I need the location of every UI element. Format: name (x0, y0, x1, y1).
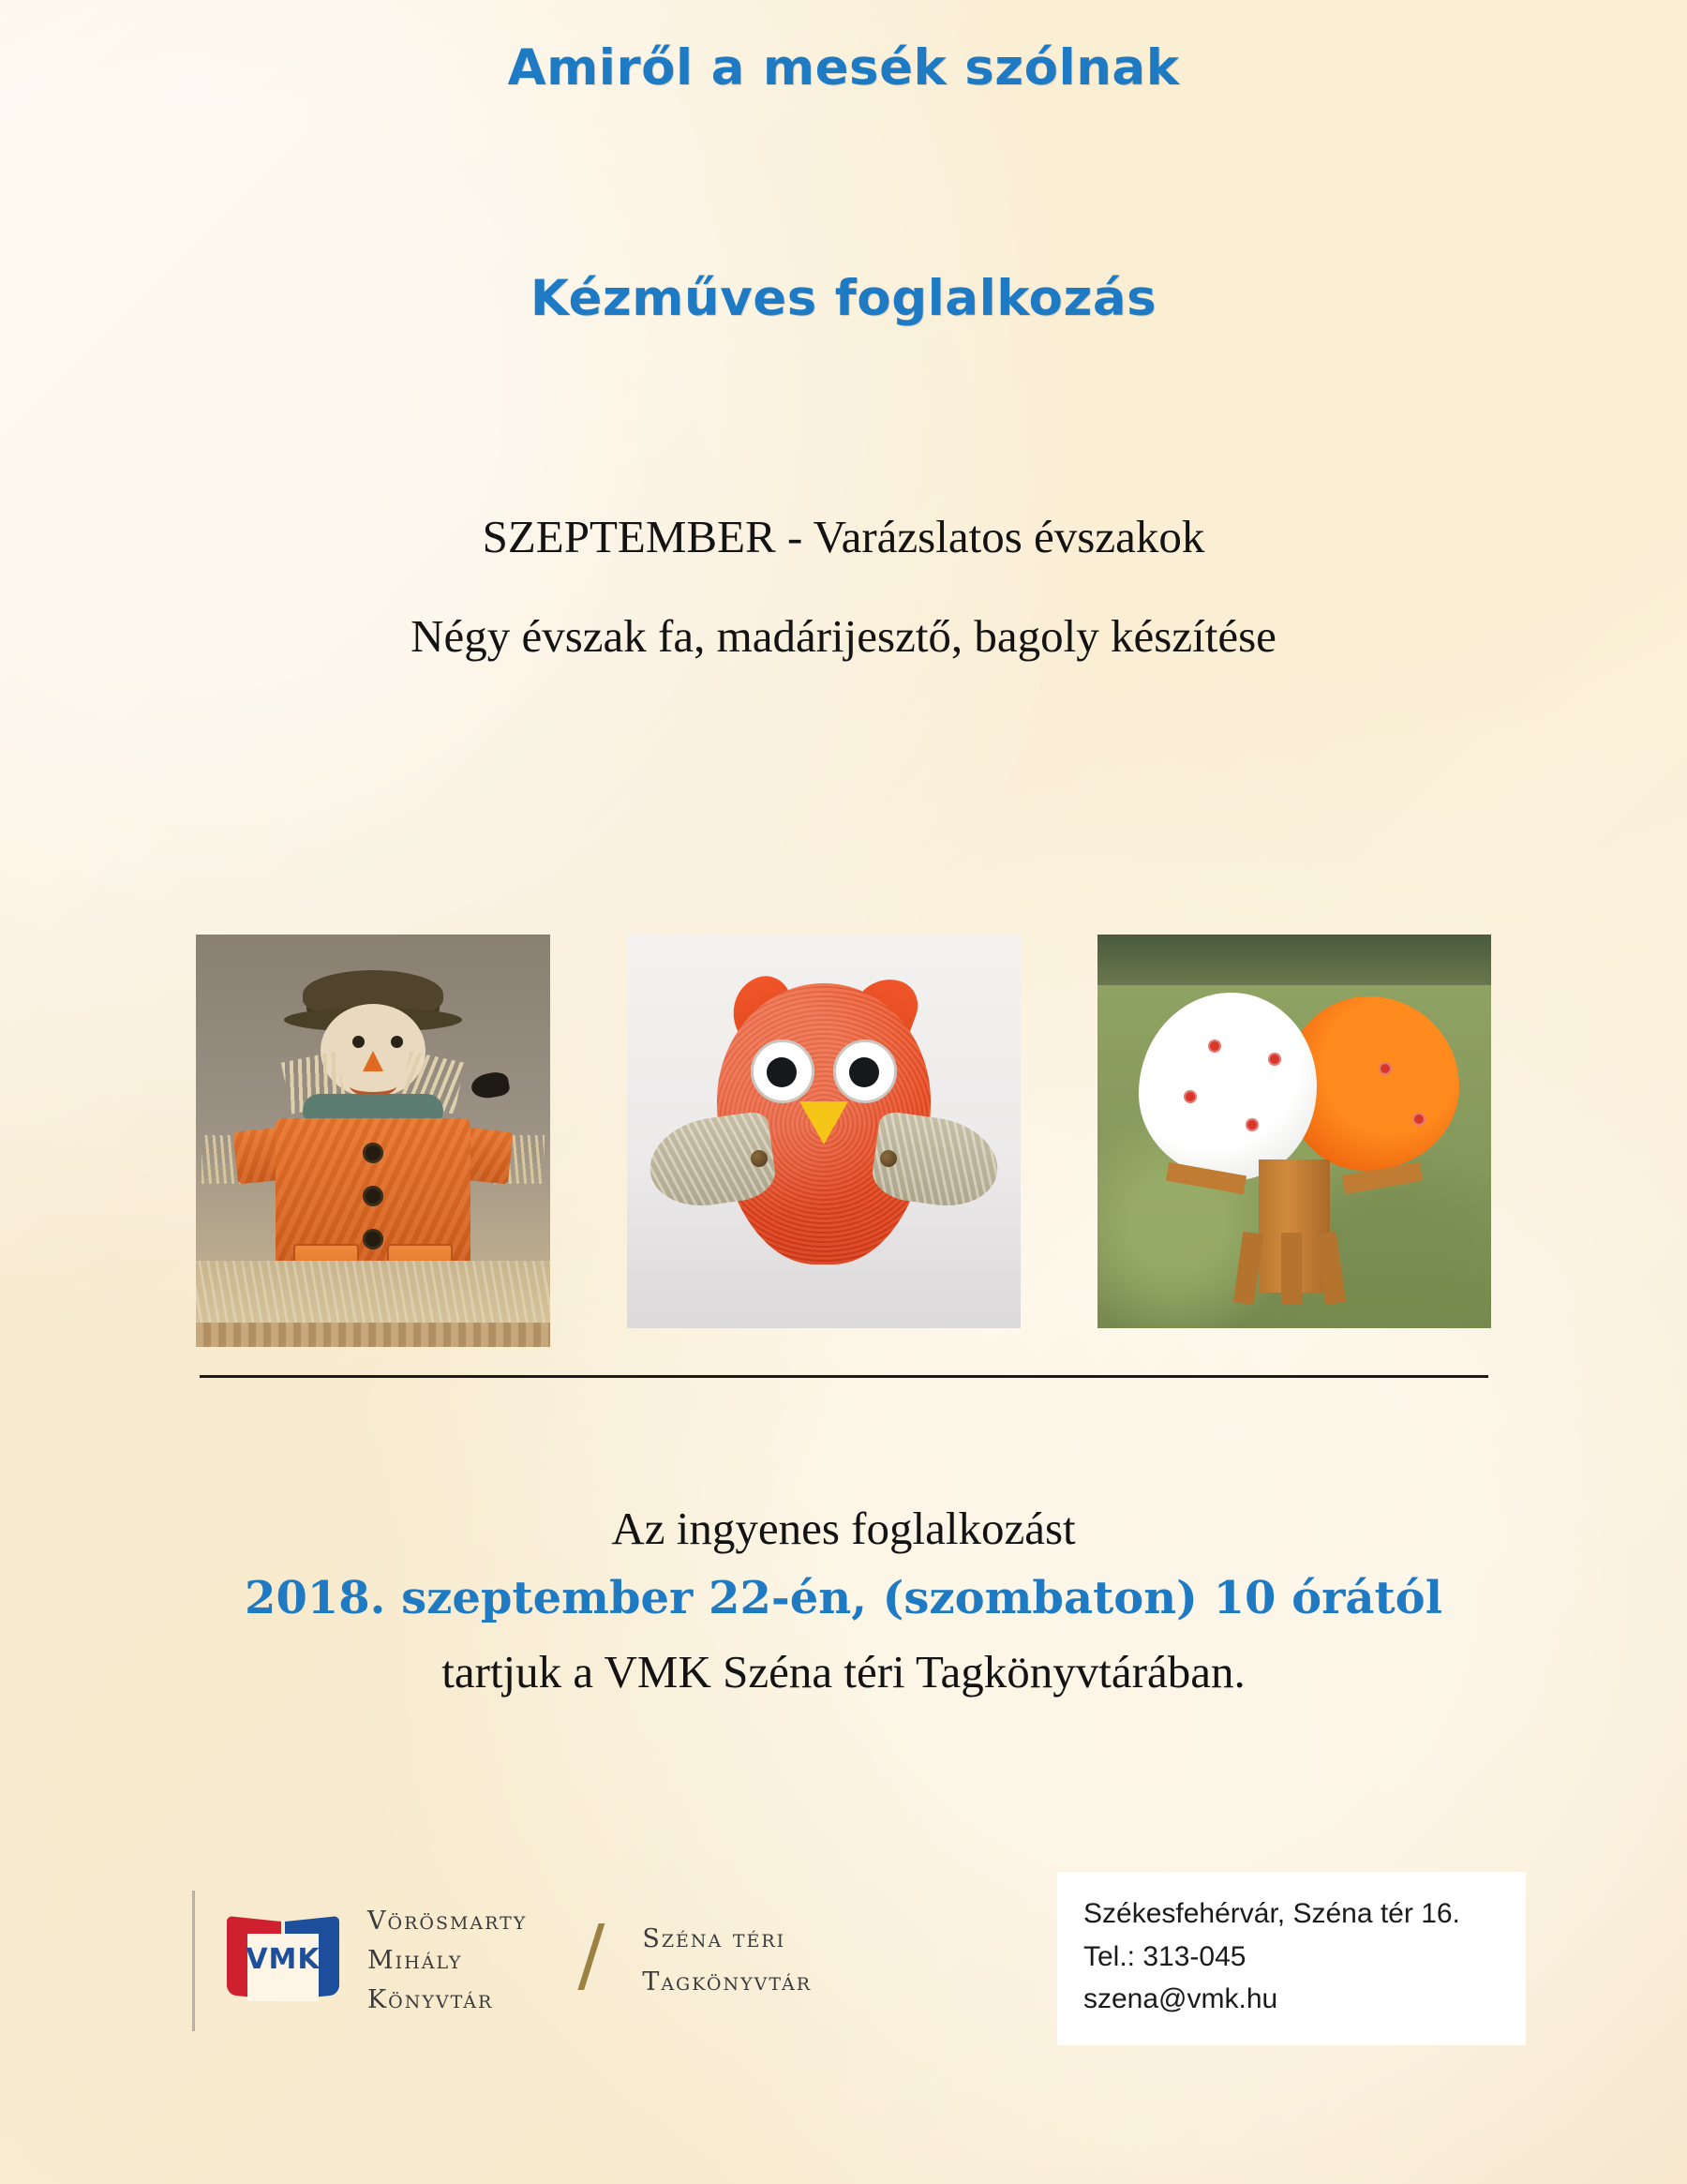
vmk-book-logo-icon (223, 1906, 343, 2016)
owl-eye-right-icon (833, 1040, 897, 1103)
scarecrow-button-1-icon (363, 1143, 383, 1163)
owl-stud-right-icon (880, 1150, 897, 1167)
tree-background-sky (1097, 935, 1491, 985)
tree-dot-1-icon (1208, 1040, 1221, 1053)
contact-phone: Tel.: 313-045 (1083, 1940, 1247, 1972)
tree-dot-4-icon (1268, 1053, 1281, 1066)
tree-dot-3-icon (1246, 1118, 1259, 1131)
four-seasons-tree-photo (1097, 935, 1491, 1328)
tree-dot-2-icon (1184, 1090, 1197, 1103)
owl-beak-icon (799, 1101, 848, 1144)
scarecrow-button-2-icon (363, 1186, 383, 1206)
library-name-line-3: Könyvtár (367, 1984, 494, 2014)
event-line-1: Az ingyenes foglalkozást (611, 1503, 1076, 1554)
page-title: Amiről a mesék szólnak (507, 39, 1180, 97)
owl-pupil-right-icon (849, 1057, 879, 1087)
horizontal-divider (200, 1375, 1488, 1378)
contact-address: Székesfehérvár, Széna tér 16. (1083, 1898, 1460, 1929)
tree-dot-5-icon (1379, 1062, 1392, 1075)
event-details (0, 1502, 1687, 1715)
owl-stud-left-icon (751, 1150, 768, 1167)
owl-eye-left-icon (751, 1040, 814, 1103)
owl-photo (627, 935, 1021, 1328)
poster-page (0, 39, 1687, 2184)
logo-separator: / (577, 1908, 605, 2002)
branch-name (642, 1918, 812, 2004)
contact-email[interactable]: szena@vmk.hu (1083, 1983, 1278, 2015)
scarecrow-eye-left-icon (352, 1036, 365, 1048)
program-description-line: Négy évszak fa, madárijesztő, bagoly készítése (411, 610, 1276, 662)
library-name-line-1: Vörösmarty (367, 1907, 528, 1937)
owl-pupil-left-icon (767, 1057, 797, 1087)
library-logo (192, 1891, 527, 2031)
page-subtitle: Kézműves foglalkozás (530, 270, 1157, 327)
contact-info-box (1057, 1872, 1526, 2045)
tree-dot-6-icon (1412, 1113, 1426, 1126)
scarecrow-crow-icon (470, 1070, 511, 1101)
library-name-line-2: Mihály (367, 1946, 463, 1976)
tree-root-2-icon (1281, 1233, 1302, 1304)
photo-gallery (0, 935, 1687, 1347)
scarecrow-mat (196, 1323, 550, 1347)
scarecrow-nose-icon (363, 1051, 383, 1071)
scarecrow-button-3-icon (363, 1229, 383, 1249)
branch-name-line-1: Széna téri (642, 1924, 786, 1954)
scarecrow-eye-right-icon (391, 1036, 403, 1048)
logo-abbreviation: VMK (246, 1943, 321, 1976)
branch-name-line-2: Tagkönyvtár (642, 1967, 813, 1997)
library-name (367, 1902, 527, 2020)
scarecrow-photo (196, 935, 550, 1347)
program-month-line: SZEPTEMBER - Varázslatos évszakok (482, 511, 1205, 562)
event-venue-line: tartjuk a VMK Széna téri Tagkönyvtárában. (441, 1646, 1246, 1698)
event-date-line: 2018. szeptember 22-én, (szombaton) 10 órától (245, 1572, 1442, 1624)
